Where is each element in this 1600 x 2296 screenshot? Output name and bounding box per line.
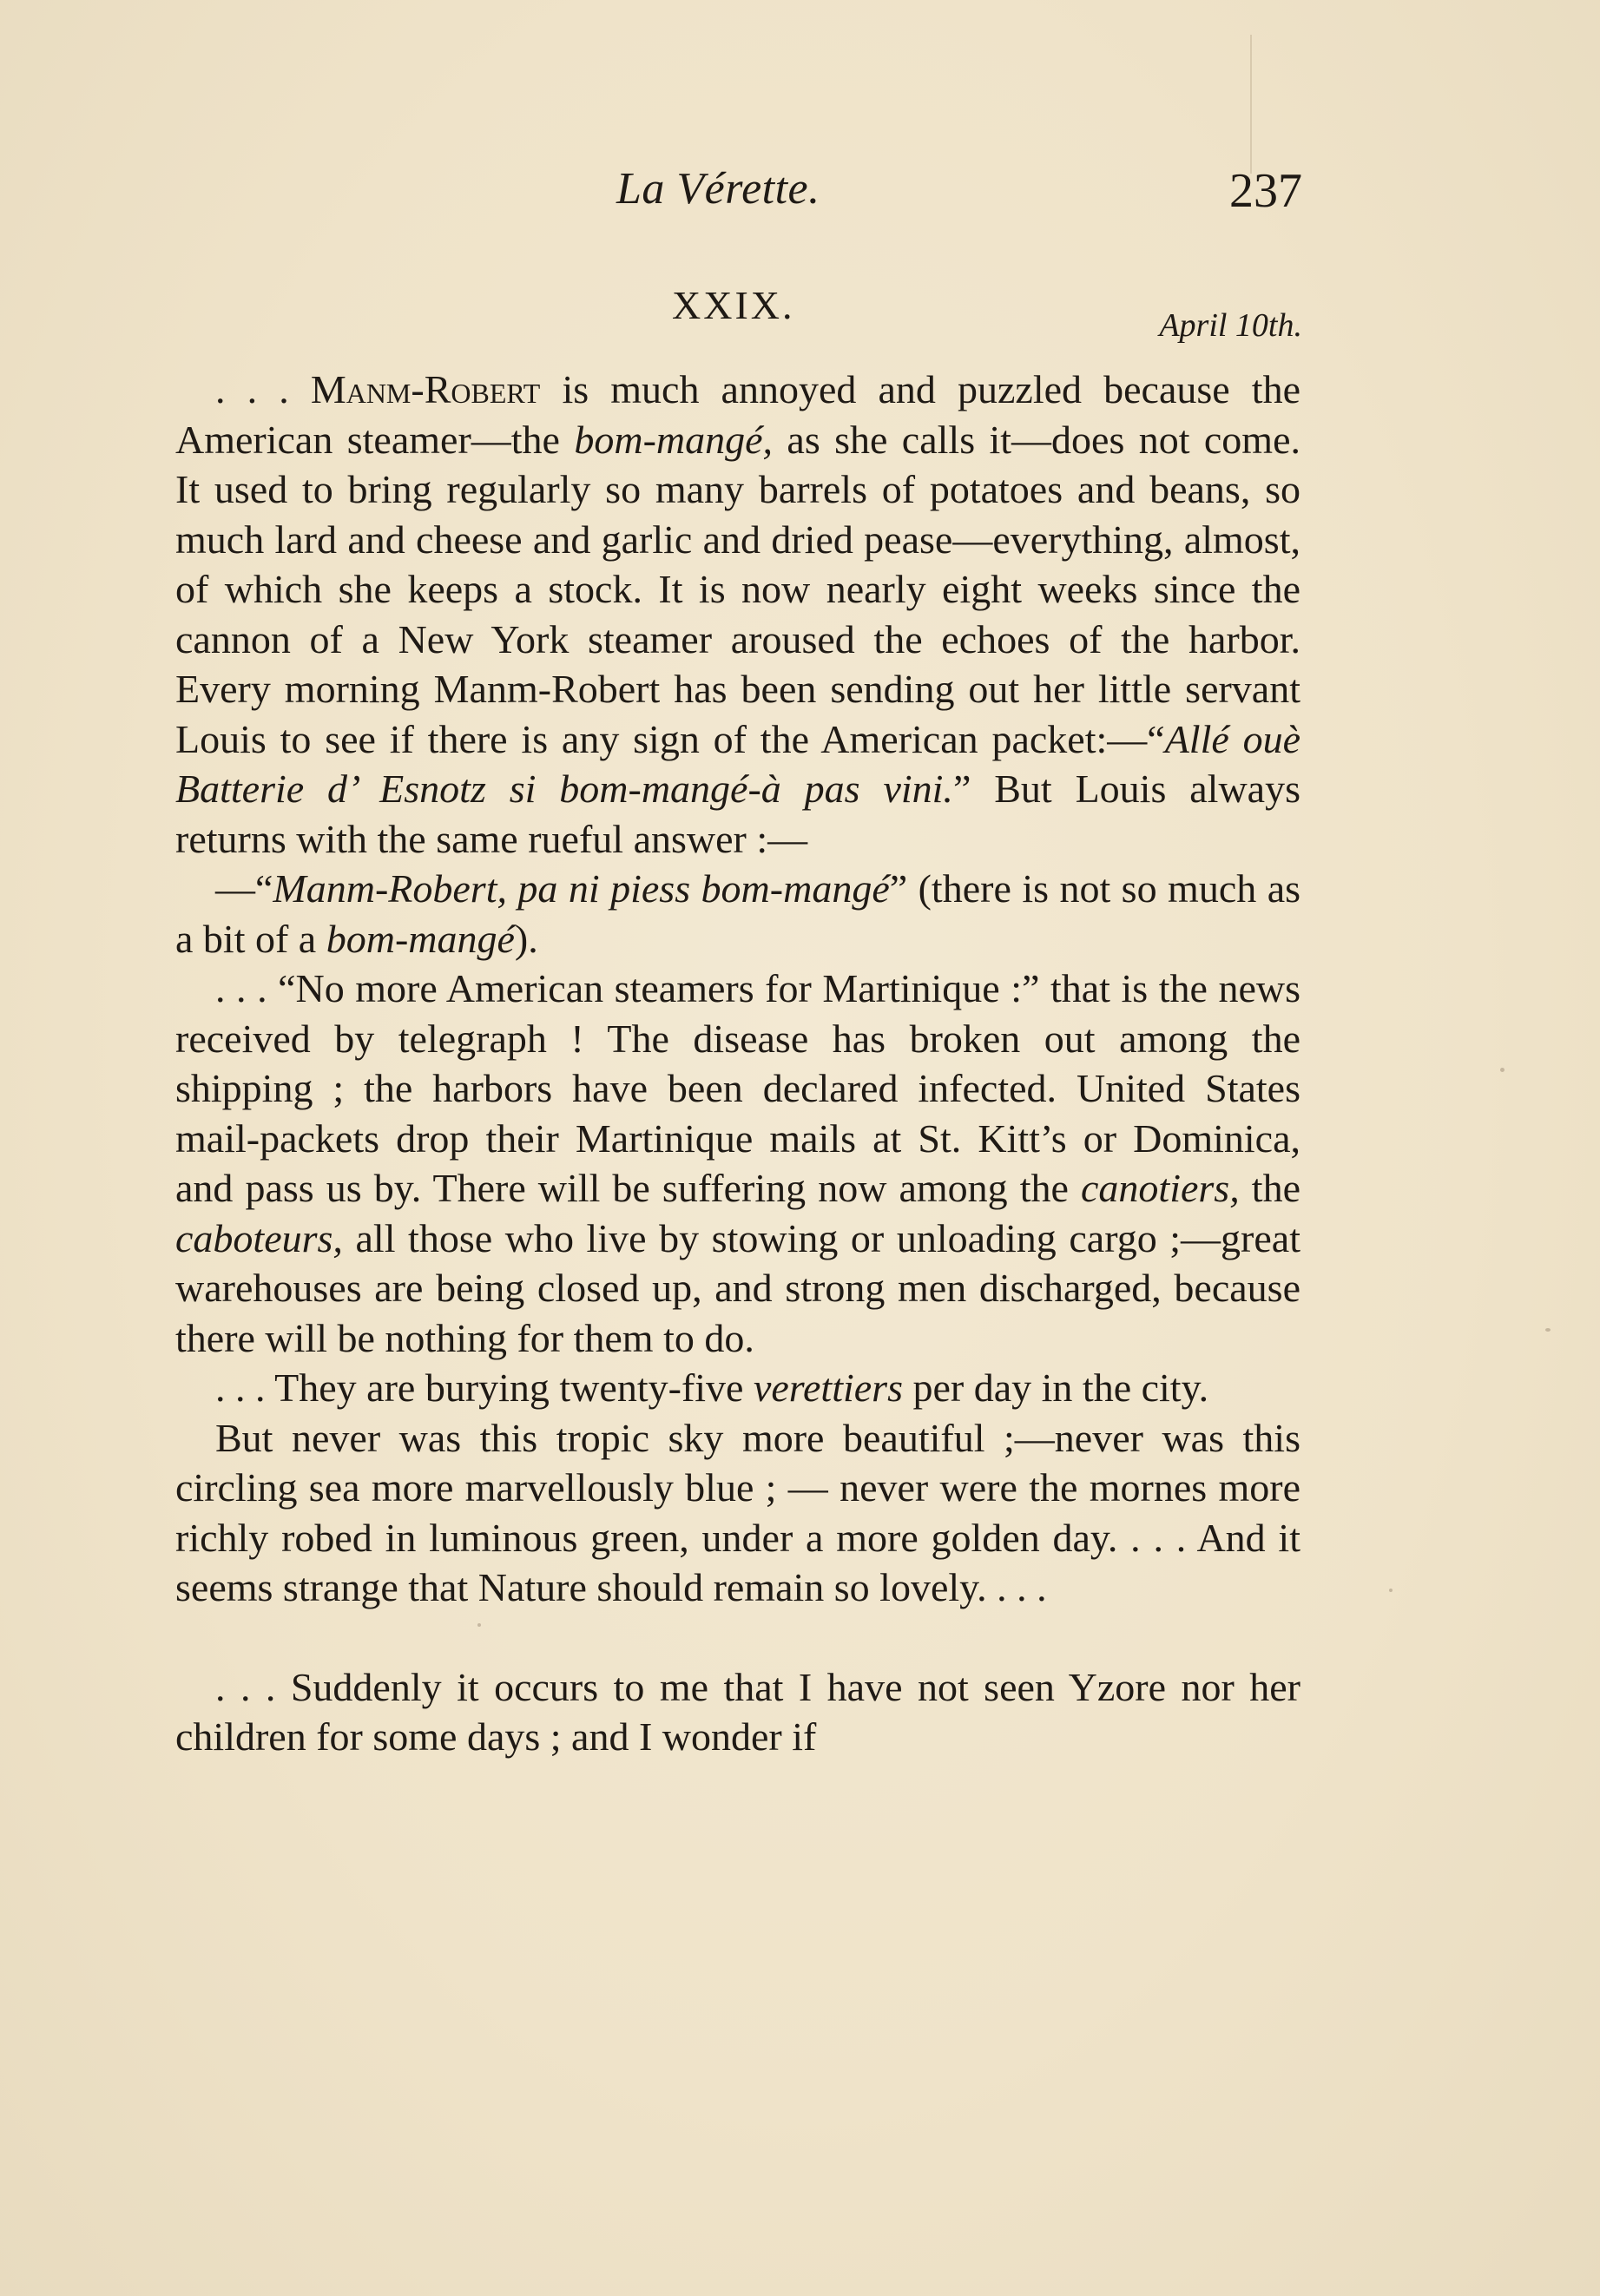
italic-term: canotiers, xyxy=(1081,1166,1240,1210)
section-number: XXIX. xyxy=(672,283,795,327)
paper-speck xyxy=(1545,1328,1551,1332)
text-run: per day in the city. xyxy=(902,1365,1209,1410)
text-run: all those who live by stowing or unloading cargo ;—great warehouses are being closed up, and strong men discharged, because there will be nothing for them to do. xyxy=(175,1215,1300,1360)
text-run: the xyxy=(1239,1166,1300,1210)
italic-term: bom-mangé xyxy=(326,916,515,961)
paragraph xyxy=(175,964,1300,1363)
italic-quote: Manm-Robert, pa ni piess bom-mangé xyxy=(273,866,890,911)
text-run: . . . They are burying twenty-five xyxy=(215,1365,754,1410)
text-run: ). xyxy=(514,916,538,961)
paragraph xyxy=(175,365,1300,864)
paper-speck xyxy=(1500,1068,1505,1072)
section-heading xyxy=(174,282,1302,343)
running-title: La Vérette. xyxy=(616,164,820,214)
italic-term: caboteurs, xyxy=(175,1215,343,1260)
text-run: But never was this tropic sky more beautiful ;—never was this circling sea more marvellously blue ; — never were the mornes more richly robed in luminous green, under a more golden day. . . . And it seems strange that Nature should remain so lovely. . . . xyxy=(175,1415,1300,1609)
small-caps-name: Manm-Robert xyxy=(310,367,541,411)
text-run: . . . Suddenly it occurs to me that I have not seen Yzore nor her children for some days ; and I wonder if xyxy=(175,1664,1300,1759)
body-text xyxy=(175,365,1300,1762)
paragraph xyxy=(175,864,1300,964)
text-run: is much annoyed and puzzled because the American steamer—the xyxy=(175,367,1300,462)
page-crease xyxy=(1250,35,1252,174)
italic-term: bom-mangé, xyxy=(574,417,774,462)
italic-term: verettiers xyxy=(753,1365,903,1410)
text-run: ” But Louis always returns with the same rueful answer :— xyxy=(175,766,1300,861)
page-number: 237 xyxy=(1229,164,1302,218)
text-run: ” (there is not so much as a bit of a xyxy=(175,866,1301,961)
text-run: as she calls it—does not come. It used to bring regularly so many barrels of potatoes and beans, so much lard and cheese and garlic and dried pease—everything, almost, of which she keeps a stock. It is now nearly eight weeks since the cannon of a New York steamer aroused the echoes of the harbor. Every morning Manm-Robert has been sending out her little servant Louis to see if there is any sign of the American packet:—“ xyxy=(175,417,1300,761)
italic-quote: Allé ouè Batterie d’ Esnotz si bom-mangé-à pas vini. xyxy=(175,716,1300,811)
text-run: —“ xyxy=(215,866,273,911)
text-run: . . . xyxy=(215,367,311,411)
entry-date: April 10th. xyxy=(1159,307,1302,344)
paper-speck xyxy=(1389,1589,1393,1592)
running-header xyxy=(174,156,1302,226)
paragraph xyxy=(175,1413,1300,1613)
paragraph xyxy=(175,1662,1300,1762)
text-run: . . . “No more American steamers for Martinique :” that is the news received by telegraph ! The disease has broken out among the shipping ; the harbors have been declared infected. United States mail-packets drop their Martinique mails at St. Kitt’s or Dominica, and pass us by. There will be suffering now among the xyxy=(175,966,1300,1210)
paragraph xyxy=(175,1363,1300,1413)
